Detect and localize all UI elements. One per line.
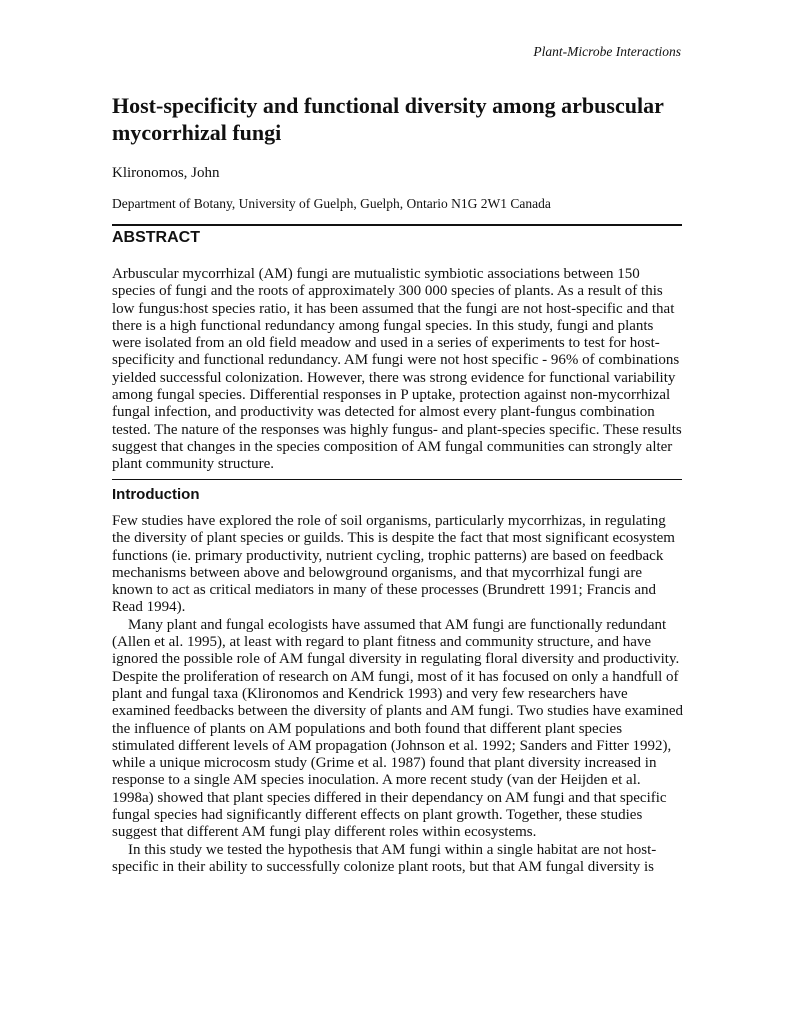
introduction-paragraph: Few studies have explored the role of soil organisms, particularly mycorrhizas, in regulating the diversity of plant species or guilds. This is despite the fact that most significant ecosystem functions (ie. primary productivity, nutrient cycling, trophic patterns) are based on feedback mechanisms between above and belowground organisms, and that mycorrhizal fungi are known to act as critical mediators in many of these processes (Brundrett 1991; Francis and Read 1994). xyxy=(112,513,675,616)
introduction-body xyxy=(112,513,684,876)
running-head: Plant-Microbe Interactions xyxy=(533,44,681,59)
abstract-bottom-rule xyxy=(112,479,682,480)
abstract-top-rule xyxy=(112,224,682,226)
introduction-paragraph: In this study we tested the hypothesis that AM fungi within a single habitat are not host-specific in their ability to successfully colonize plant roots, but that AM fungal diversity is xyxy=(112,841,657,875)
paper-title: Host-specificity and functional diversity among arbuscular mycorrhizal fungi xyxy=(112,93,664,145)
author-affiliation: Department of Botany, University of Guelph, Guelph, Ontario N1G 2W1 Canada xyxy=(112,196,551,211)
author-name: Klironomos, John xyxy=(112,165,220,181)
introduction-heading: Introduction xyxy=(112,486,200,503)
introduction-paragraph: Many plant and fungal ecologists have assumed that AM fungi are functionally redundant (Allen et al. 1995), at least with regard to plant fitness and community structure, and have ignored the possible role of AM fungal diversity in regulating floral diversity and productivity. Despite the proliferation of research on AM fungi, most of it has focused on only a handfull of plant and fungal taxa (Klironomos and Kendrick 1993) and very few researchers have examined feedbacks between the diversity of plants and AM fungi. Two studies have examined the influence of plants on AM populations and both found that different plant species stimulated different levels of AM propagation (Johnson et al. 1992; Sanders and Fitter 1992), while a unique microcosm study (Grime et al. 1987) found that plant diversity increased in response to a single AM species inoculation. A more recent study (van der Heijden et al. 1998a) showed that plant species differed in their dependancy on AM fungi and that specific fungal species had significantly different effects on plant growth. Together, these studies suggest that different AM fungi play different roles within ecosystems. xyxy=(112,616,684,841)
abstract-heading: ABSTRACT xyxy=(112,229,200,246)
abstract-text: Arbuscular mycorrhizal (AM) fungi are mutualistic symbiotic associations between 150 species of fungi and the roots of approximately 300 000 species of plants. As a result of this low fungus:host species ratio, it has been assumed that the fungi are not host-specific and that there is a high functional redundancy among fungal species. In this study, fungi and plants were isolated from an old field meadow and used in a series of experiments to test for host-specificity and functional redundancy. AM fungi were not host specific - 96% of combinations yielded successful colonization. However, there was strong evidence for functional variability among fungal species. Differential responses in P uptake, protection against non-mycorrhizal fungal infection, and productivity was detected for almost every plant-fungus combination tested. The nature of the responses was highly fungus- and plant-species specific. These results suggest that changes in the species composition of AM fungal communities can strongly alter plant community structure. xyxy=(112,266,682,473)
